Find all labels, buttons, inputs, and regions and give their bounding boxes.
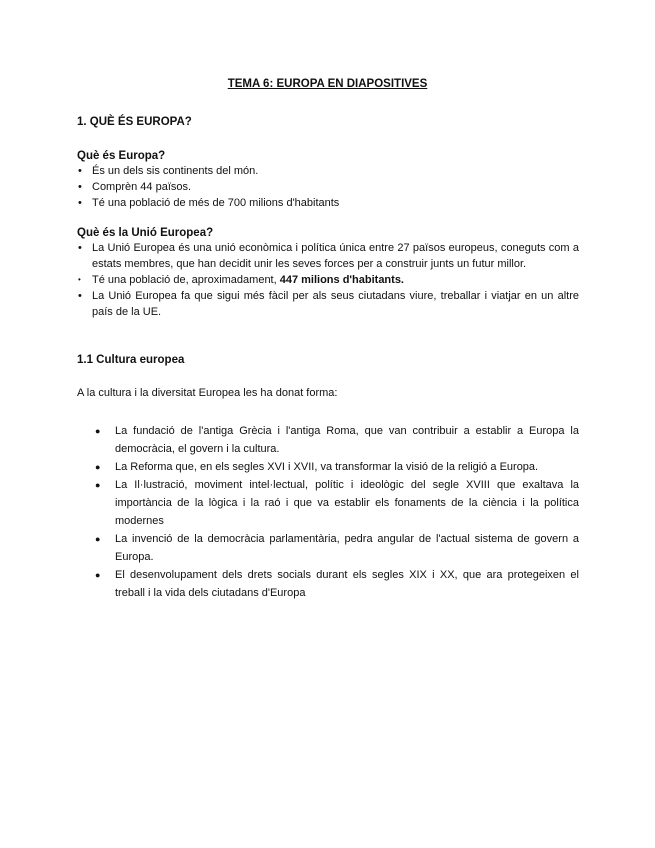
list-item: • La Unió Europea és una unió econòmica i política única entre 27 països europeus, coneguts com a estats membres, que han decidit unir les seves forces per a construir junts un futur millor. [77,240,579,272]
eu-subheading: Què és la Unió Europea? [77,227,214,239]
europe-facts-list [77,163,579,211]
list-item: ● La Reforma que, en els segles XVI i XVII, va transformar la visió de la religió a Europa. [95,458,579,476]
list-item: ● La fundació de l'antiga Grècia i l'antiga Roma, que van contribuir a establir a Europa la democràcia, el govern i la cultura. [95,422,579,458]
list-item: ● El desenvolupament dels drets socials durant els segles XIX i XX, que ara protegeixen el treball i la vida dels ciutadans d'Europa [95,566,579,602]
section-1-heading: 1. QUÈ ÉS EUROPA? [77,116,192,128]
culture-intro: A la cultura i la diversitat Europea les ha donat forma: [77,387,338,399]
population-text: Té una població de, aproximadament, [92,274,280,286]
list-item: • La Unió Europea fa que sigui més fàcil per als seus ciutadans viure, treballar i viatjar en un altre país de la UE. [77,288,579,320]
europe-subheading: Què és Europa? [77,150,166,162]
population-value: 447 milions d'habitants. [279,274,404,286]
eu-facts-list [77,240,579,320]
culture-list [95,422,579,602]
list-item [77,272,579,288]
list-item: • Comprèn 44 països. [77,179,579,195]
list-item: ● La Il·lustració, moviment intel·lectual, polític i ideològic del segle XVIII que exaltava la importància de la lògica i la raó i que va establir els fonaments de la ciència i la política modernes [95,476,579,530]
document-title: TEMA 6: EUROPA EN DIAPOSITIVES [227,78,428,90]
list-item: ● La invenció de la democràcia parlamentària, pedra angular de l'actual sistema de govern a Europa. [95,530,579,566]
list-item: • És un dels sis continents del món. [77,163,579,179]
list-item: • Té una població de més de 700 milions d'habitants [77,195,579,211]
section-1-1-heading: 1.1 Cultura europea [77,354,185,366]
